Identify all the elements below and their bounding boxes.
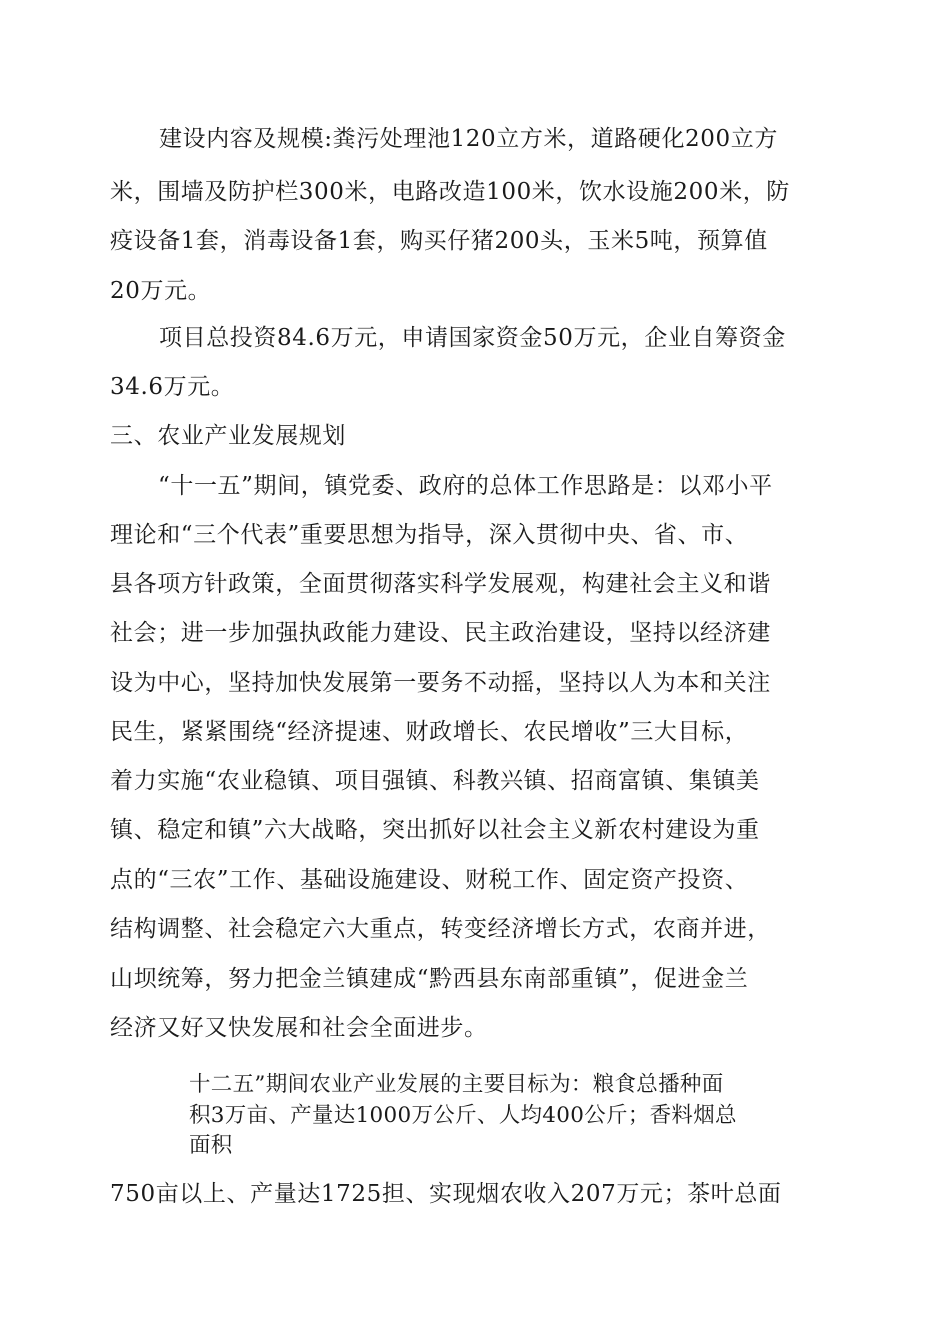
plan-line-12: 经济又好又快发展和社会全面进步。 [110,1015,488,1041]
section-heading: 三、农业产业发展规划 [110,423,346,449]
plan-line-8: 镇、稳定和镇”六大战略，突出抓好以社会主义新农村建设为重 [110,817,760,843]
goals-box-line-2: 积3万亩、产量达1000万公斤、人均400公斤；香料烟总 [189,1103,737,1128]
plan-line-4: 社会；进一步加强执政能力建设、民主政治建设，坚持以经济建 [110,620,771,646]
construction-line-2: 米，围墙及防护栏300米，电路改造100米，饮水设施200米，防 [110,179,790,205]
plan-line-7: 着力实施“农业稳镇、项目强镇、科教兴镇、招商富镇、集镇美 [110,768,760,794]
goals-box-line-1: 十二五”期间农业产业发展的主要目标为：粮食总播种面 [189,1072,724,1097]
plan-line-6: 民生，紧紧围绕“经济提速、财政增长、农民增收”三大目标， [110,719,749,745]
investment-line-1: 项目总投资84.6万元，申请国家资金50万元，企业自筹资金 [159,325,786,351]
plan-line-2: 理论和“三个代表”重要思想为指导，深入贯彻中央、省、市、 [110,522,749,548]
plan-line-11: 山坝统筹，努力把金兰镇建成“黔西县东南部重镇”，促进金兰 [110,966,749,992]
construction-line-4: 20万元。 [110,278,212,304]
construction-line-3: 疫设备1套，消毒设备1套，购买仔猪200头，玉米5吨，预算值 [110,228,768,254]
plan-line-9: 点的“三农”工作、基础设施建设、财税工作、固定资产投资、 [110,867,749,893]
goals-box-line-3: 面积 [189,1133,233,1158]
plan-line-3: 县各项方针政策，全面贯彻落实科学发展观，构建社会主义和谐 [110,571,771,597]
investment-line-2: 34.6万元。 [110,374,235,400]
goals-continued-line-1: 750亩以上、产量达1725担、实现烟农收入207万元；茶叶总面 [110,1181,782,1207]
plan-line-10: 结构调整、社会稳定六大重点，转变经济增长方式，农商并进， [110,916,771,942]
plan-line-1: “十一五”期间，镇党委、政府的总体工作思路是：以邓小平 [158,473,773,499]
construction-line-1: 建设内容及规模:粪污处理池120立方米，道路硬化200立方 [159,126,778,152]
plan-line-5: 设为中心，坚持加快发展第一要务不动摇，坚持以人为本和关注 [110,670,771,696]
